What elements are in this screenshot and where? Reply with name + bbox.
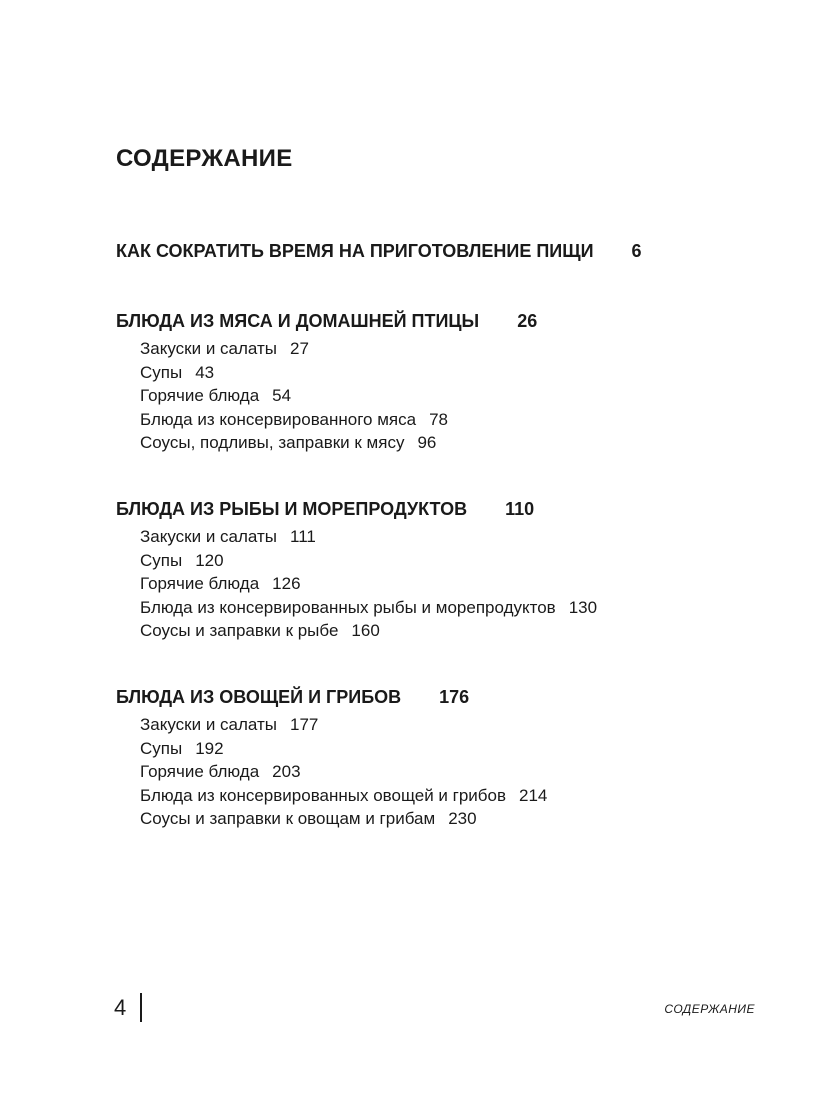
section-page-number: 6 <box>631 241 642 261</box>
subsection-page-number: 177 <box>290 715 319 734</box>
subsection-item[interactable] <box>140 408 537 432</box>
subsection-page-number: 54 <box>272 386 292 405</box>
subsection-title: Горячие блюда <box>140 386 260 405</box>
section-heading[interactable] <box>116 239 642 263</box>
section-heading[interactable] <box>116 497 597 521</box>
subsection-page-number: 126 <box>272 574 301 593</box>
subsection-title: Супы <box>140 550 183 570</box>
subsection-item[interactable] <box>140 807 547 831</box>
subsection-item[interactable] <box>140 713 547 737</box>
subsection-page-number: 111 <box>290 527 316 546</box>
subsection-title: Соусы и заправки к рыбе <box>140 621 339 640</box>
subsection-title: Блюда из консервированных рыбы и морепродуктов <box>140 597 556 617</box>
subsection-page-number: 203 <box>272 762 301 781</box>
section-page-number: 26 <box>517 311 538 331</box>
footer-divider <box>140 993 142 1022</box>
subsection-title: Супы <box>140 362 183 382</box>
subsection-list <box>140 713 547 831</box>
subsection-item[interactable] <box>140 619 597 643</box>
subsection-list <box>140 525 597 643</box>
subsection-item[interactable] <box>140 361 537 385</box>
subsection-page-number: 130 <box>568 597 598 617</box>
section-title: БЛЮДА ИЗ ОВОЩЕЙ И ГРИБОВ <box>116 687 402 707</box>
toc-section <box>116 685 547 831</box>
subsection-item[interactable] <box>140 384 537 408</box>
footer-running-title: СОДЕРЖАНИЕ <box>664 1002 755 1016</box>
subsection-page-number: 230 <box>448 809 477 828</box>
subsection-title: Закуски и салаты <box>140 715 277 734</box>
subsection-item[interactable] <box>140 431 537 455</box>
section-title: БЛЮДА ИЗ МЯСА И ДОМАШНЕЙ ПТИЦЫ <box>116 311 480 331</box>
section-title: КАК СОКРАТИТЬ ВРЕМЯ НА ПРИГОТОВЛЕНИЕ ПИЩИ <box>116 241 594 261</box>
subsection-page-number: 192 <box>195 738 224 758</box>
subsection-page-number: 120 <box>195 550 224 570</box>
subsection-page-number: 160 <box>351 621 380 640</box>
section-heading[interactable] <box>116 309 537 333</box>
subsection-item[interactable] <box>140 572 597 596</box>
subsection-item[interactable] <box>140 337 537 361</box>
subsection-title: Соусы, подливы, заправки к мясу <box>140 433 405 452</box>
page-title: СОДЕРЖАНИЕ <box>116 145 293 172</box>
subsection-item[interactable] <box>140 596 597 620</box>
subsection-title: Супы <box>140 738 183 758</box>
subsection-page-number: 27 <box>290 339 309 358</box>
section-page-number: 176 <box>439 687 470 707</box>
toc-section <box>116 239 642 263</box>
section-title: БЛЮДА ИЗ РЫБЫ И МОРЕПРОДУКТОВ <box>116 499 468 519</box>
subsection-list <box>140 337 537 455</box>
toc-section <box>116 497 597 643</box>
subsection-page-number: 214 <box>519 785 548 805</box>
subsection-item[interactable] <box>140 737 547 761</box>
subsection-page-number: 43 <box>195 362 215 382</box>
subsection-page-number: 78 <box>429 409 448 429</box>
footer-page-number: 4 <box>114 995 127 1020</box>
section-heading[interactable] <box>116 685 547 709</box>
subsection-title: Блюда из консервированных овощей и грибов <box>140 785 507 805</box>
subsection-title: Горячие блюда <box>140 762 260 781</box>
subsection-item[interactable] <box>140 549 597 573</box>
section-page-number: 110 <box>505 499 535 519</box>
subsection-title: Закуски и салаты <box>140 527 277 546</box>
toc-section <box>116 309 537 455</box>
subsection-title: Горячие блюда <box>140 574 260 593</box>
subsection-title: Соусы и заправки к овощам и грибам <box>140 809 436 828</box>
subsection-item[interactable] <box>140 760 547 784</box>
subsection-page-number: 96 <box>417 433 437 452</box>
subsection-item[interactable] <box>140 784 547 808</box>
subsection-title: Блюда из консервированного мяса <box>140 409 417 429</box>
subsection-title: Закуски и салаты <box>140 339 277 358</box>
subsection-item[interactable] <box>140 525 597 549</box>
